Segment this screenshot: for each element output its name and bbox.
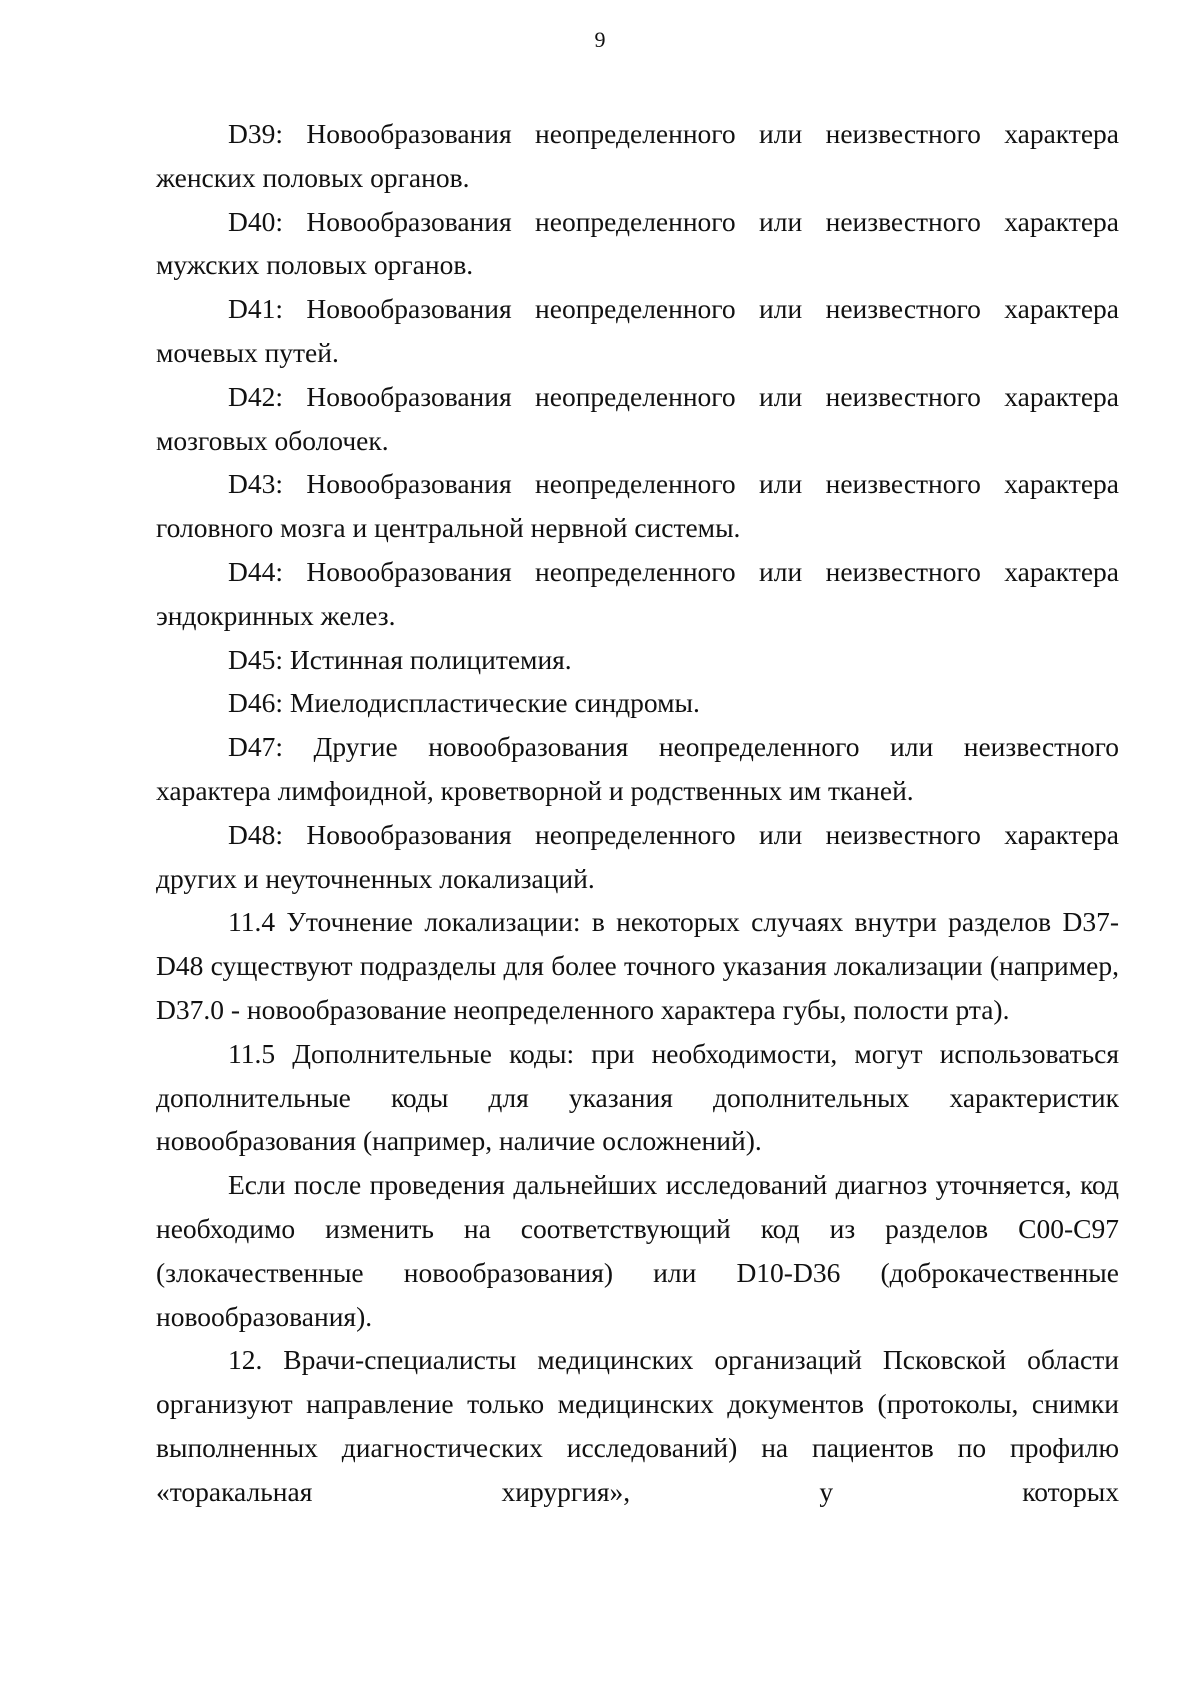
paragraph-d40: D40: Новообразования неопределенного или неизвестного характера мужских половых органов. [156,205,1119,281]
paragraph-d46: D46: Миелодиспластические синдромы. [228,687,700,719]
paragraph-d41: D41: Новообразования неопределенного или неизвестного характера мочевых путей. [156,293,1119,368]
paragraph-d47: D47: Другие новообразования неопределенного или неизвестного характера лимфоидной, кроветворной и родственных им тканей. [156,731,1119,806]
paragraph-12: 12. Врачи-специалисты медицинских организаций Псковской области организуют направление только медицинских документов (протоколы, снимки выполненных диагностических исследований) на пациентов по профилю «торакальная хирургия», у которых [156,1344,1119,1507]
paragraph-11-5: 11.5 Дополнительные коды: при необходимости, могут использоваться дополнительные коды для указания дополнительных характеристик новообразования (например, наличие осложнений). [156,1037,1119,1157]
paragraph-diagnosis-update: Если после проведения дальнейших исследований диагноз уточняется, код необходимо изменить на соответствующий код из разделов C00-C97 (злокачественные новообразования) или D10-D36 (доброкачественные новообразования). [156,1169,1119,1332]
paragraph-d44: D44: Новообразования неопределенного или неизвестного характера эндокринных желез. [156,555,1119,631]
paragraph-d45: D45: Истинная полицитемия. [228,643,572,675]
page-number: 9 [594,27,606,52]
paragraph-11-4: 11.4 Уточнение локализации: в некоторых случаях внутри разделов D37-D48 существуют подразделы для более точного указания локализации (например, D37.0 - новообразование неопределенного характера губы, полости рта). [156,906,1119,1025]
paragraph-d48: D48: Новообразования неопределенного или неизвестного характера других и неуточненных локализаций. [156,818,1119,894]
paragraph-d43: D43: Новообразования неопределенного или неизвестного характера головного мозга и центральной нервной системы. [156,468,1119,544]
paragraph-d39: D39: Новообразования неопределенного или неизвестного характера женских половых органов. [156,118,1119,193]
document-body [156,112,1119,1514]
paragraph-d42: D42: Новообразования неопределенного или неизвестного характера мозговых оболочек. [156,380,1119,456]
